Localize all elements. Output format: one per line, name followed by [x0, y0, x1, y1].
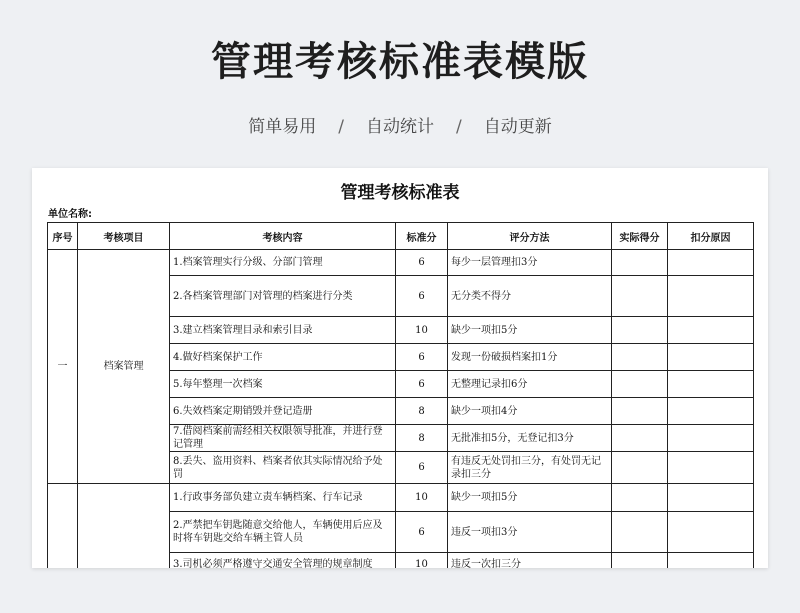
standard-score-cell: 10	[396, 553, 448, 569]
standard-score-cell: 6	[396, 276, 448, 317]
deduction-reason-cell[interactable]	[668, 250, 754, 276]
actual-score-cell[interactable]	[612, 512, 668, 553]
project-cell	[78, 484, 170, 569]
scoring-method-cell: 无分类不得分	[448, 276, 612, 317]
standard-score-cell: 6	[396, 250, 448, 276]
scoring-method-cell: 无整理记录扣6分	[448, 371, 612, 398]
tag-separator: /	[338, 117, 344, 137]
tag-separator: /	[456, 117, 462, 137]
table-header-row	[48, 223, 754, 250]
column-header: 考核项目	[78, 223, 170, 250]
actual-score-cell[interactable]	[612, 425, 668, 452]
sequence-cell	[48, 484, 78, 569]
deduction-reason-cell[interactable]	[668, 553, 754, 569]
scoring-method-cell: 违反一次扣三分	[448, 553, 612, 569]
actual-score-cell[interactable]	[612, 553, 668, 569]
standard-score-cell: 6	[396, 512, 448, 553]
feature-tag: 自动更新	[483, 117, 552, 137]
content-cell: 5.每年整理一次档案	[170, 371, 396, 398]
spreadsheet-preview	[32, 168, 768, 568]
deduction-reason-cell[interactable]	[668, 484, 754, 512]
column-header: 考核内容	[170, 223, 396, 250]
scoring-method-cell: 违反一项扣3分	[448, 512, 612, 553]
content-cell: 1.档案管理实行分级、分部门管理	[170, 250, 396, 276]
deduction-reason-cell[interactable]	[668, 452, 754, 484]
scoring-method-cell: 缺少一项扣4分	[448, 398, 612, 425]
content-cell: 4.做好档案保护工作	[170, 344, 396, 371]
unit-name-label: 单位名称:	[48, 209, 92, 220]
scoring-method-cell: 发现一份破损档案扣1分	[448, 344, 612, 371]
standard-score-cell: 8	[396, 425, 448, 452]
scoring-method-cell: 每少一层管理扣3分	[448, 250, 612, 276]
content-cell: 8.丢失、盗用资料、档案者依其实际情况给予处罚	[170, 452, 396, 484]
project-cell: 档案管理	[78, 250, 170, 484]
actual-score-cell[interactable]	[612, 276, 668, 317]
deduction-reason-cell[interactable]	[668, 344, 754, 371]
standard-score-cell: 8	[396, 398, 448, 425]
assessment-table	[47, 222, 754, 568]
scoring-method-cell: 有违反无处罚扣三分，有处罚无记录扣三分	[448, 452, 612, 484]
deduction-reason-cell[interactable]	[668, 512, 754, 553]
actual-score-cell[interactable]	[612, 452, 668, 484]
standard-score-cell: 6	[396, 344, 448, 371]
sequence-cell: 一	[48, 250, 78, 484]
actual-score-cell[interactable]	[612, 344, 668, 371]
deduction-reason-cell[interactable]	[668, 276, 754, 317]
standard-score-cell: 10	[396, 484, 448, 512]
sheet-title: 管理考核标准表	[340, 183, 460, 203]
column-header: 标准分	[396, 223, 448, 250]
actual-score-cell[interactable]	[612, 371, 668, 398]
content-cell: 3.司机必须严格遵守交通安全管理的规章制度	[170, 553, 396, 569]
deduction-reason-cell[interactable]	[668, 317, 754, 344]
content-cell: 2.严禁把车钥匙随意交给他人，车辆使用后应及时将车钥匙交给车辆主管人员	[170, 512, 396, 553]
table-body	[48, 250, 754, 569]
standard-score-cell: 6	[396, 452, 448, 484]
feature-tag: 简单易用	[248, 117, 317, 137]
content-cell: 6.失效档案定期销毁并登记造册	[170, 398, 396, 425]
deduction-reason-cell[interactable]	[668, 371, 754, 398]
scoring-method-cell: 无批准扣5分，无登记扣3分	[448, 425, 612, 452]
actual-score-cell[interactable]	[612, 250, 668, 276]
scoring-method-cell: 缺少一项扣5分	[448, 317, 612, 344]
actual-score-cell[interactable]	[612, 317, 668, 344]
deduction-reason-cell[interactable]	[668, 425, 754, 452]
scoring-method-cell: 缺少一项扣5分	[448, 484, 612, 512]
feature-tag: 自动统计	[366, 117, 434, 137]
page-title: 管理考核标准表模版	[211, 39, 589, 85]
content-cell: 1.行政事务部负建立责车辆档案、行车记录	[170, 484, 396, 512]
feature-tags	[0, 112, 800, 137]
content-cell: 7.借阅档案前需经相关权限领导批准，并进行登记管理	[170, 425, 396, 452]
column-header: 评分方法	[448, 223, 612, 250]
standard-score-cell: 10	[396, 317, 448, 344]
column-header: 序号	[48, 223, 78, 250]
column-header: 扣分原因	[668, 223, 754, 250]
actual-score-cell[interactable]	[612, 398, 668, 425]
content-cell: 2.各档案管理部门对管理的档案进行分类	[170, 276, 396, 317]
content-cell: 3.建立档案管理目录和索引目录	[170, 317, 396, 344]
column-header: 实际得分	[612, 223, 668, 250]
deduction-reason-cell[interactable]	[668, 398, 754, 425]
table-row	[48, 250, 754, 276]
actual-score-cell[interactable]	[612, 484, 668, 512]
standard-score-cell: 6	[396, 371, 448, 398]
table-row	[48, 484, 754, 512]
